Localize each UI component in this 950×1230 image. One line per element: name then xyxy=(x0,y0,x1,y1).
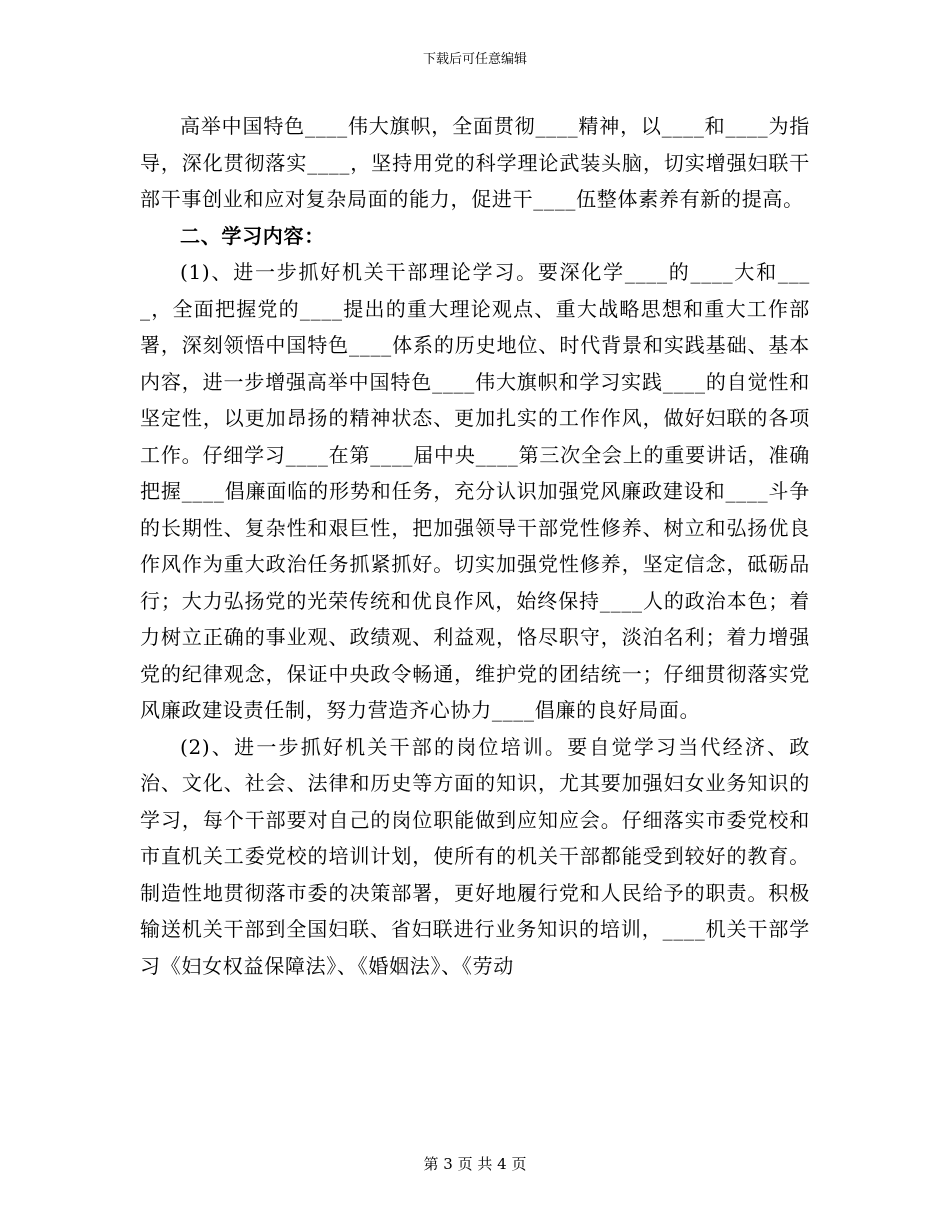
document-body xyxy=(140,108,810,984)
intro-paragraph: 高举中国特色____伟大旗帜，全面贯彻____精神，以____和____为指导，深化贯彻落实____，坚持用党的科学理论武装头脑，切实增强妇联干部干事创业和应对复杂局面的能力，促进干____伍整体素养有新的提高。 xyxy=(140,114,810,211)
page-number-footer: 第 3 页 共 4 页 xyxy=(423,1155,527,1173)
section-heading: 二、学习内容： xyxy=(180,223,325,248)
item-1-paragraph: (1)、进一步抓好机关干部理论学习。要深化学____的____大和____，全面把握党的____提出的重大理论观点、重大战略思想和重大工作部署，深刻领悟中国特色____体系的历史地位、时代背景和实践基础、基本内容，进一步增强高举中国特色____伟大旗帜和学习实践____的自觉性和坚定性，以更加昂扬的精神状态、更加扎实的工作作风，做好妇联的各项工作。仔细学习____在第____届中央____第三次全会上的重要讲话，准确把握____倡廉面临的形势和任务，充分认识加强党风廉政建设和____斗争的长期性、复杂性和艰巨性，把加强领导干部党性修养、树立和弘扬优良作风作为重大政治任务抓紧抓好。切实加强党性修养，坚定信念，砥砺品行；大力弘扬党的光荣传统和优良作风，始终保持____人的政治本色；着力树立正确的事业观、政绩观、利益观，恪尽职守，淡泊名利；着力增强党的纪律观念，保证中央政令畅通，维护党的团结统一；仔细贯彻落实党风廉政建设责任制，努力营造齐心协力____倡廉的良好局面。 xyxy=(140,260,810,722)
page-header: 下载后可任意编辑 xyxy=(422,52,527,67)
item-2-paragraph: (2)、进一步抓好机关干部的岗位培训。要自觉学习当代经济、政治、文化、社会、法律和历史等方面的知识，尤其要加强妇女业务知识的学习，每个干部要对自己的岗位职能做到应知应会。仔细落实市委党校和市直机关工委党校的培训计划，使所有的机关干部都能受到较好的教育。制造性地贯彻落市委的决策部署，更好地履行党和人民给予的职责。积极输送机关干部到全国妇联、省妇联进行业务知识的培训，____机关干部学习《妇女权益保障法》、《婚姻法》、《劳动 xyxy=(140,734,810,978)
